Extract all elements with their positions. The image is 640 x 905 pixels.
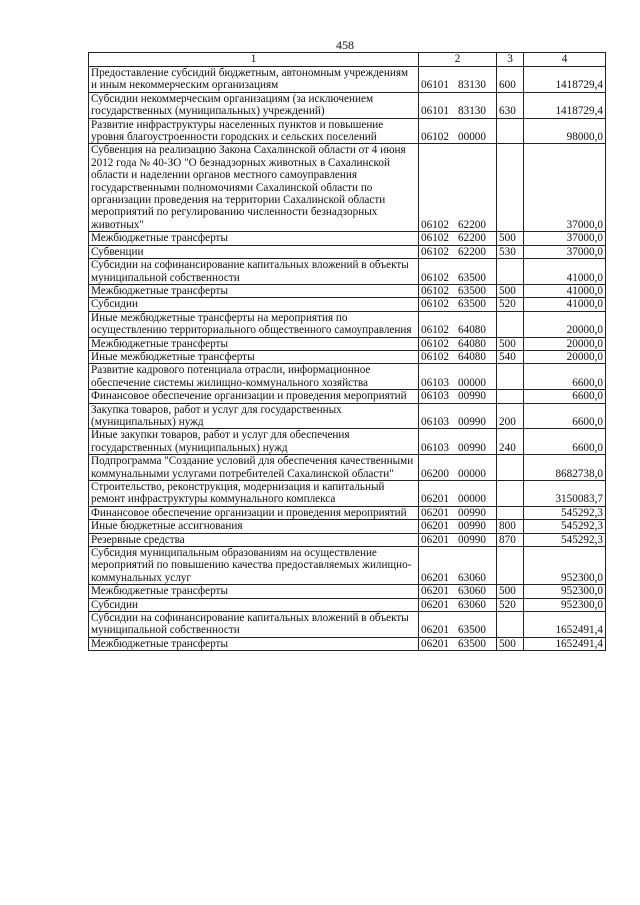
row-code-direction: 62200 [458,218,486,231]
row-code-direction: 64080 [458,337,486,350]
row-name: Резервные средства [89,533,419,546]
row-expense-type: 800 [497,520,524,533]
row-name: Развитие кадрового потенциала отрасли, информационное обеспечение системы жилищно-коммунального хозяйства [89,364,419,390]
row-expense-type: 500 [497,637,524,650]
row-code-program: 06200 [421,467,449,480]
table-row [89,311,606,337]
row-name: Иные закупки товаров, работ и услуг для обеспечения государственных (муниципальных) нужд [89,429,419,455]
table-row [89,364,606,390]
row-code [419,612,497,638]
row-code-direction: 00990 [458,390,486,403]
table-row [89,67,606,93]
row-code-direction: 63500 [458,271,486,284]
row-code [419,533,497,546]
row-code-program: 06201 [421,506,449,519]
row-expense-type [497,455,524,481]
row-name: Иные межбюджетные трансферты [89,350,419,363]
row-amount: 20000,0 [524,350,606,363]
row-amount: 37000,0 [524,245,606,258]
row-code [419,547,497,585]
row-code [419,520,497,533]
row-name: Строительство, реконструкция, модернизация и капитальный ремонт инфраструктуры коммунального комплекса [89,481,419,507]
row-code-program: 06102 [421,271,449,284]
row-amount: 6600,0 [524,364,606,390]
row-code [419,144,497,232]
header-row [89,53,606,67]
row-amount: 1652491,4 [524,637,606,650]
row-code-program: 06201 [421,637,449,650]
row-code-direction: 64080 [458,350,486,363]
row-code [419,364,497,390]
row-expense-type: 520 [497,298,524,311]
table-row [89,118,606,144]
row-code-program: 06201 [421,520,449,533]
row-code-program: 06201 [421,585,449,598]
row-code-direction: 63060 [458,598,486,611]
row-code-program: 06102 [421,350,449,363]
row-code-direction: 63500 [458,298,486,311]
row-expense-type [497,506,524,519]
row-code-direction: 00000 [458,467,486,480]
table-row [89,547,606,585]
row-expense-type: 540 [497,350,524,363]
table-row [89,92,606,118]
row-name: Субсидии на софинансирование капитальных вложений в объекты муниципальной собственности [89,612,419,638]
row-expense-type [497,144,524,232]
row-name: Иные межбюджетные трансферты на мероприятия по осуществлению территориального общественного самоуправления [89,311,419,337]
table-row [89,390,606,403]
row-name: Субвенции [89,245,419,258]
row-code-direction: 00000 [458,376,486,389]
row-name: Финансовое обеспечение организации и проведения мероприятий [89,506,419,519]
table-row [89,232,606,245]
row-amount: 952300,0 [524,598,606,611]
row-expense-type: 870 [497,533,524,546]
row-amount: 41000,0 [524,259,606,285]
row-code [419,598,497,611]
row-amount: 545292,3 [524,533,606,546]
budget-table [88,52,606,651]
row-code-program: 06101 [421,79,449,92]
row-amount: 37000,0 [524,232,606,245]
table-row [89,506,606,519]
row-code [419,481,497,507]
row-code [419,232,497,245]
row-code [419,311,497,337]
row-amount: 8682738,0 [524,455,606,481]
row-code-program: 06102 [421,131,449,144]
row-amount: 6600,0 [524,390,606,403]
row-code-direction: 63500 [458,637,486,650]
row-code [419,259,497,285]
row-amount: 41000,0 [524,298,606,311]
row-code-direction: 63060 [458,571,486,584]
row-code-direction: 00990 [458,415,486,428]
row-expense-type [497,259,524,285]
row-code [419,403,497,429]
row-name: Предоставление субсидий бюджетным, автономным учреждениям и иным некоммерческим организациям [89,67,419,93]
row-code-direction: 83130 [458,79,486,92]
table-row [89,637,606,650]
row-code [419,92,497,118]
row-expense-type: 500 [497,284,524,297]
row-code-program: 06102 [421,218,449,231]
table-row [89,455,606,481]
row-code-program: 06201 [421,493,449,506]
row-code-program: 06101 [421,105,449,118]
row-expense-type: 200 [497,403,524,429]
table-row [89,337,606,350]
table-row [89,533,606,546]
row-code-program: 06102 [421,324,449,337]
row-code-program: 06102 [421,337,449,350]
row-code [419,637,497,650]
row-name: Субсидии [89,298,419,311]
header-cell-name: 1 [89,53,419,67]
row-name: Финансовое обеспечение организации и проведения мероприятий [89,390,419,403]
row-code-direction: 63060 [458,585,486,598]
row-code-direction: 00990 [458,520,486,533]
table-row [89,284,606,297]
row-code [419,337,497,350]
row-amount: 6600,0 [524,429,606,455]
row-code-program: 06201 [421,571,449,584]
row-code [419,245,497,258]
row-code-direction: 00990 [458,506,486,519]
row-expense-type: 630 [497,92,524,118]
row-code-program: 06103 [421,415,449,428]
table-row [89,245,606,258]
row-code-direction: 63500 [458,284,486,297]
row-amount: 545292,3 [524,506,606,519]
row-code-direction: 62200 [458,232,486,245]
row-code [419,118,497,144]
table-row [89,598,606,611]
row-code-program: 06201 [421,624,449,637]
row-code-direction: 00990 [458,441,486,454]
row-code-program: 06102 [421,284,449,297]
row-code [419,390,497,403]
row-code-program: 06102 [421,298,449,311]
row-expense-type: 240 [497,429,524,455]
row-expense-type [497,118,524,144]
table-row [89,298,606,311]
row-amount: 98000,0 [524,118,606,144]
row-amount: 1418729,4 [524,92,606,118]
row-code [419,585,497,598]
row-name: Развитие инфраструктуры населенных пунктов и повышение уровня благоустроенности городских и сельских поселений [89,118,419,144]
row-expense-type [497,612,524,638]
row-code [419,298,497,311]
table-row [89,259,606,285]
row-code-program: 06201 [421,533,449,546]
row-amount: 952300,0 [524,547,606,585]
row-amount: 41000,0 [524,284,606,297]
row-name: Субвенция на реализацию Закона Сахалинской области от 4 июня 2012 года № 40-ЗО "О безнадзорных животных в Сахалинской области и наделении органов местного самоуправления государственными полномочиями Сахалинской области по организации проведения на территории Сахалинской области мероприятий по регулированию численности безнадзорных животных" [89,144,419,232]
row-expense-type [497,311,524,337]
row-expense-type [497,547,524,585]
row-code [419,67,497,93]
row-code-direction: 83130 [458,105,486,118]
row-code-direction: 63500 [458,624,486,637]
row-expense-type: 500 [497,337,524,350]
header-cell-expense-type: 3 [497,53,524,67]
row-code-program: 06102 [421,245,449,258]
row-name: Межбюджетные трансферты [89,337,419,350]
row-amount: 20000,0 [524,311,606,337]
table-row [89,481,606,507]
row-code-program: 06201 [421,598,449,611]
row-expense-type [497,364,524,390]
row-name: Межбюджетные трансферты [89,232,419,245]
row-code [419,350,497,363]
row-code-direction: 00000 [458,493,486,506]
row-amount: 545292,3 [524,520,606,533]
row-code [419,506,497,519]
row-code [419,429,497,455]
row-amount: 952300,0 [524,585,606,598]
row-name: Закупка товаров, работ и услуг для государственных (муниципальных) нужд [89,403,419,429]
row-code-program: 06103 [421,441,449,454]
row-amount: 6600,0 [524,403,606,429]
row-code-direction: 64080 [458,324,486,337]
table-body [89,67,606,651]
row-expense-type [497,390,524,403]
page-number: 458 [336,38,354,52]
row-name: Подпрограмма "Создание условий для обеспечения качественными коммунальными услугами потребителей Сахалинской области" [89,455,419,481]
table-row [89,403,606,429]
row-name: Субсидии [89,598,419,611]
row-expense-type: 520 [497,598,524,611]
row-code [419,284,497,297]
row-amount: 1418729,4 [524,67,606,93]
row-expense-type: 600 [497,67,524,93]
table-row [89,585,606,598]
table-row [89,429,606,455]
row-name: Субсидия муниципальным образованиям на осуществление мероприятий по повышению качества предоставляемых жилищно-коммунальных услуг [89,547,419,585]
row-code-direction: 00990 [458,533,486,546]
row-expense-type: 530 [497,245,524,258]
row-expense-type: 500 [497,232,524,245]
row-name: Иные бюджетные ассигнования [89,520,419,533]
row-expense-type: 500 [497,585,524,598]
row-name: Субсидии на софинансирование капитальных вложений в объекты муниципальной собственности [89,259,419,285]
row-code-direction: 00000 [458,131,486,144]
row-amount: 3150083,7 [524,481,606,507]
row-name: Межбюджетные трансферты [89,637,419,650]
row-name: Межбюджетные трансферты [89,585,419,598]
row-code-program: 06103 [421,390,449,403]
table-row [89,612,606,638]
row-name: Субсидии некоммерческим организациям (за исключением государственных (муниципальных) учреждений) [89,92,419,118]
row-code-program: 06102 [421,232,449,245]
table-row [89,144,606,232]
row-code-direction: 62200 [458,245,486,258]
row-amount: 1652491,4 [524,612,606,638]
row-amount: 20000,0 [524,337,606,350]
header-cell-amount: 4 [524,53,606,67]
row-expense-type [497,481,524,507]
row-amount: 37000,0 [524,144,606,232]
table-row [89,350,606,363]
header-cell-code: 2 [419,53,497,67]
table-row [89,520,606,533]
row-code-program: 06103 [421,376,449,389]
row-code [419,455,497,481]
row-name: Межбюджетные трансферты [89,284,419,297]
